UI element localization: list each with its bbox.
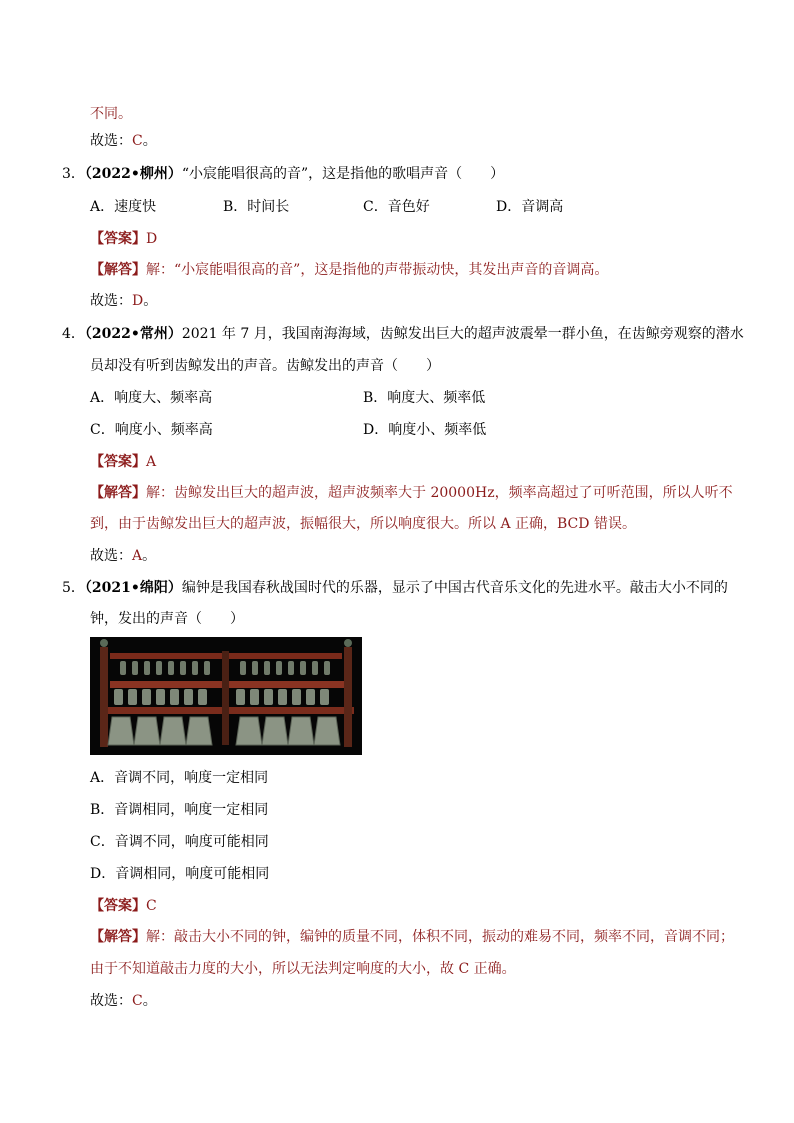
question-5-option-b: B．音调相同，响度一定相同: [90, 802, 269, 818]
question-3-choice: 故选：D。: [90, 293, 158, 309]
question-4-analysis-line2: 到，由于齿鲸发出巨大的超声波，振幅很大，所以响度很大。所以 A 正确，BCD 错误。: [90, 516, 636, 532]
question-4-option-b: B．响度大、频率低: [363, 390, 486, 406]
bianzhong-illustration: [90, 637, 362, 755]
prev-analysis-continuation: 不同。: [90, 106, 132, 122]
question-3-option-c: C．音色好: [363, 199, 430, 215]
question-3-option-a: A．速度快: [90, 199, 157, 215]
question-4-option-d: D．响度小、频率低: [363, 422, 487, 438]
question-5-option-a: A．音调不同，响度一定相同: [90, 770, 269, 786]
question-4-stem-line2: 员却没有听到齿鲸发出的声音。齿鲸发出的声音（ ）: [90, 358, 440, 374]
question-3-option-b: B．时间长: [223, 199, 290, 215]
question-5-analysis-line2: 由于不知道敲击力度的大小，所以无法判定响度的大小，故 C 正确。: [90, 961, 516, 977]
bianzhong-image: [90, 637, 362, 755]
question-4-answer: 【答案】A: [90, 454, 157, 470]
question-5-answer: 【答案】C: [90, 898, 157, 914]
question-5-choice: 故选：C。: [90, 993, 157, 1009]
question-5-option-c: C．音调不同，响度可能相同: [90, 834, 269, 850]
question-4-option-c: C．响度小、频率高: [90, 422, 213, 438]
question-3-stem: 3．（2022•柳州）“小宸能唱很高的音”，这是指他的歌唱声音（ ）: [62, 166, 505, 182]
question-5-stem-line2: 钟，发出的声音（ ）: [90, 611, 244, 627]
question-3-option-d: D．音调高: [496, 199, 564, 215]
question-3-answer: 【答案】D: [90, 231, 158, 247]
question-5-stem-line1: 5．（2021•绵阳）编钟是我国春秋战国时代的乐器，显示了中国古代音乐文化的先进水平。敲击大小不同的: [62, 580, 728, 596]
prev-choice: 故选：C。: [90, 133, 157, 149]
question-5-option-d: D．音调相同，响度可能相同: [90, 866, 270, 882]
question-4-analysis-line1: 【解答】解：齿鲸发出巨大的超声波，超声波频率大于 20000Hz，频率高超过了可听范围，所以人听不: [90, 485, 733, 501]
question-5-analysis-line1: 【解答】解：敲击大小不同的钟，编钟的质量不同，体积不同，振动的难易不同，频率不同，音调不同；: [90, 929, 734, 945]
question-3-analysis: 【解答】解：“小宸能唱很高的音”，这是指他的声带振动快，其发出声音的音调高。: [90, 262, 609, 278]
question-4-stem-line1: 4．（2022•常州）2021 年 7 月，我国南海海域，齿鲸发出巨大的超声波震晕一群小鱼，在齿鲸旁观察的潜水: [62, 326, 744, 342]
question-4-option-a: A．响度大、频率高: [90, 390, 213, 406]
question-4-choice: 故选：A。: [90, 548, 157, 564]
